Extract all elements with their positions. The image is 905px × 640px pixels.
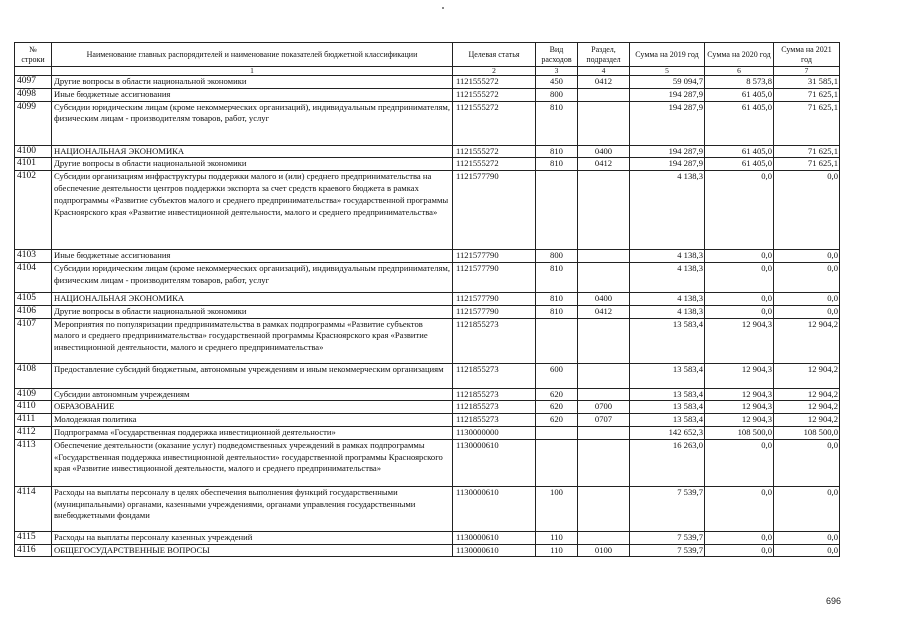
header-sum-2021: Сумма на 2021 год bbox=[774, 43, 840, 67]
row-sum-2019: 13 583,4 bbox=[630, 318, 705, 363]
row-expense-type bbox=[536, 426, 578, 439]
row-number: 4107 bbox=[15, 318, 52, 363]
row-sum-2020: 0,0 bbox=[705, 250, 774, 263]
row-section bbox=[578, 363, 630, 388]
scan-dot bbox=[442, 7, 444, 9]
row-sum-2021: 0,0 bbox=[774, 544, 840, 557]
row-sum-2019: 4 138,3 bbox=[630, 171, 705, 250]
row-section: 0100 bbox=[578, 544, 630, 557]
column-number: 4 bbox=[578, 67, 630, 76]
row-sum-2021: 12 904,2 bbox=[774, 401, 840, 414]
row-expense-type: 810 bbox=[536, 305, 578, 318]
column-number: 6 bbox=[705, 67, 774, 76]
row-sum-2020: 61 405,0 bbox=[705, 158, 774, 171]
table-row bbox=[15, 158, 840, 171]
row-sum-2020: 0,0 bbox=[705, 486, 774, 531]
column-number-row bbox=[15, 67, 840, 76]
row-sum-2021: 71 625,1 bbox=[774, 158, 840, 171]
row-sum-2020: 108 500,0 bbox=[705, 426, 774, 439]
row-name: ОБРАЗОВАНИЕ bbox=[52, 401, 453, 414]
row-expense-type: 600 bbox=[536, 363, 578, 388]
row-name: Иные бюджетные ассигнования bbox=[52, 88, 453, 101]
row-sum-2020: 61 405,0 bbox=[705, 88, 774, 101]
row-section bbox=[578, 101, 630, 145]
row-target-article: 1130000610 bbox=[453, 439, 536, 486]
row-number: 4114 bbox=[15, 486, 52, 531]
row-sum-2019: 7 539,7 bbox=[630, 544, 705, 557]
table-row bbox=[15, 305, 840, 318]
row-sum-2021: 0,0 bbox=[774, 250, 840, 263]
row-sum-2021: 12 904,2 bbox=[774, 363, 840, 388]
column-number bbox=[15, 67, 52, 76]
table-row bbox=[15, 363, 840, 388]
row-section: 0707 bbox=[578, 414, 630, 427]
row-target-article: 1121577790 bbox=[453, 305, 536, 318]
row-sum-2020: 0,0 bbox=[705, 171, 774, 250]
row-number: 4104 bbox=[15, 262, 52, 292]
row-name: Другие вопросы в области национальной экономики bbox=[52, 305, 453, 318]
row-target-article: 1121855273 bbox=[453, 363, 536, 388]
row-target-article: 1130000610 bbox=[453, 531, 536, 544]
row-number: 4098 bbox=[15, 88, 52, 101]
row-number: 4108 bbox=[15, 363, 52, 388]
column-number: 7 bbox=[774, 67, 840, 76]
row-name: Подпрограмма «Государственная поддержка инвестиционной деятельности» bbox=[52, 426, 453, 439]
row-expense-type: 810 bbox=[536, 158, 578, 171]
row-section: 0412 bbox=[578, 305, 630, 318]
row-sum-2021: 12 904,2 bbox=[774, 414, 840, 427]
row-sum-2019: 13 583,4 bbox=[630, 401, 705, 414]
row-sum-2021: 0,0 bbox=[774, 171, 840, 250]
row-sum-2021: 12 904,2 bbox=[774, 388, 840, 401]
row-name: Другие вопросы в области национальной экономики bbox=[52, 158, 453, 171]
row-sum-2019: 142 652,3 bbox=[630, 426, 705, 439]
row-target-article: 1130000610 bbox=[453, 486, 536, 531]
row-sum-2019: 13 583,4 bbox=[630, 388, 705, 401]
row-sum-2019: 194 287,9 bbox=[630, 101, 705, 145]
table-row bbox=[15, 250, 840, 263]
row-target-article: 1130000610 bbox=[453, 544, 536, 557]
table-row bbox=[15, 401, 840, 414]
row-sum-2021: 71 625,1 bbox=[774, 88, 840, 101]
row-target-article: 1130000000 bbox=[453, 426, 536, 439]
row-expense-type bbox=[536, 171, 578, 250]
row-target-article: 1121555272 bbox=[453, 101, 536, 145]
row-target-article: 1121855273 bbox=[453, 388, 536, 401]
header-sum-2019: Сумма на 2019 год bbox=[630, 43, 705, 67]
row-sum-2021: 0,0 bbox=[774, 292, 840, 305]
row-name: Расходы на выплаты персоналу казенных учреждений bbox=[52, 531, 453, 544]
row-sum-2019: 4 138,3 bbox=[630, 262, 705, 292]
row-sum-2019: 194 287,9 bbox=[630, 158, 705, 171]
row-sum-2019: 7 539,7 bbox=[630, 486, 705, 531]
row-sum-2019: 194 287,9 bbox=[630, 145, 705, 158]
row-sum-2020: 0,0 bbox=[705, 292, 774, 305]
row-sum-2020: 61 405,0 bbox=[705, 101, 774, 145]
row-name: Обеспечение деятельности (оказание услуг) подведомственных учреждений в рамках подпрограммы «Государственная поддержка инвестиционной деятельности» государственной программы Красноярского края «Развитие инвестиционной деятельности, малого и среднего предпринимательства» bbox=[52, 439, 453, 486]
table-header bbox=[15, 43, 840, 76]
row-target-article: 1121555272 bbox=[453, 145, 536, 158]
row-number: 4111 bbox=[15, 414, 52, 427]
table-row bbox=[15, 101, 840, 145]
table-row bbox=[15, 292, 840, 305]
row-sum-2020: 0,0 bbox=[705, 544, 774, 557]
row-sum-2021: 12 904,2 bbox=[774, 318, 840, 363]
row-number: 4101 bbox=[15, 158, 52, 171]
row-number: 4102 bbox=[15, 171, 52, 250]
column-number: 5 bbox=[630, 67, 705, 76]
table-row bbox=[15, 318, 840, 363]
row-expense-type: 620 bbox=[536, 414, 578, 427]
row-expense-type: 100 bbox=[536, 486, 578, 531]
row-number: 4109 bbox=[15, 388, 52, 401]
row-sum-2019: 16 263,0 bbox=[630, 439, 705, 486]
table-row bbox=[15, 76, 840, 89]
row-section bbox=[578, 486, 630, 531]
header-expense-type: Вид расходов bbox=[536, 43, 578, 67]
row-section bbox=[578, 426, 630, 439]
row-sum-2020: 12 904,3 bbox=[705, 401, 774, 414]
row-name: Расходы на выплаты персоналу в целях обеспечения выполнения функций государственными (муниципальными) органами, казенными учреждениями, органами управления государственными внебюджетными фондами bbox=[52, 486, 453, 531]
row-section: 0400 bbox=[578, 145, 630, 158]
table-body bbox=[15, 76, 840, 557]
row-target-article: 1121555272 bbox=[453, 88, 536, 101]
row-number: 4103 bbox=[15, 250, 52, 263]
row-expense-type: 810 bbox=[536, 292, 578, 305]
row-target-article: 1121577790 bbox=[453, 292, 536, 305]
row-expense-type: 620 bbox=[536, 401, 578, 414]
row-target-article: 1121855273 bbox=[453, 318, 536, 363]
row-expense-type: 450 bbox=[536, 76, 578, 89]
row-name: Субсидии юридическим лицам (кроме некоммерческих организаций), индивидуальным предпринимателям, физическим лицам - производителям товаров, работ, услуг bbox=[52, 101, 453, 145]
row-name: Субсидии организациям инфраструктуры поддержки малого и (или) среднего предпринимательства на обеспечение деятельности центров поддержки экспорта за счет средств краевого бюджета в рамках подпрограммы «Развитие субъектов малого и среднего предпринимательства» государственной программы Красноярского края «Развитие инвестиционной деятельности, малого и среднего предпринимательства» bbox=[52, 171, 453, 250]
table-row bbox=[15, 544, 840, 557]
row-name: Субсидии автономным учреждениям bbox=[52, 388, 453, 401]
row-sum-2021: 71 625,1 bbox=[774, 145, 840, 158]
row-section: 0700 bbox=[578, 401, 630, 414]
row-name: Другие вопросы в области национальной экономики bbox=[52, 76, 453, 89]
row-name: НАЦИОНАЛЬНАЯ ЭКОНОМИКА bbox=[52, 292, 453, 305]
table-row bbox=[15, 531, 840, 544]
row-sum-2021: 108 500,0 bbox=[774, 426, 840, 439]
row-sum-2021: 31 585,1 bbox=[774, 76, 840, 89]
row-section bbox=[578, 318, 630, 363]
row-expense-type: 800 bbox=[536, 88, 578, 101]
row-expense-type: 620 bbox=[536, 388, 578, 401]
row-number: 4097 bbox=[15, 76, 52, 89]
header-name: Наименование главных распорядителей и наименование показателей бюджетной классификации bbox=[52, 43, 453, 67]
row-sum-2020: 12 904,3 bbox=[705, 363, 774, 388]
row-section bbox=[578, 262, 630, 292]
row-sum-2019: 13 583,4 bbox=[630, 363, 705, 388]
row-target-article: 1121555272 bbox=[453, 158, 536, 171]
row-expense-type: 810 bbox=[536, 145, 578, 158]
row-sum-2020: 0,0 bbox=[705, 305, 774, 318]
row-target-article: 1121855273 bbox=[453, 414, 536, 427]
row-number: 4116 bbox=[15, 544, 52, 557]
row-expense-type bbox=[536, 318, 578, 363]
table-row bbox=[15, 171, 840, 250]
row-name: Субсидии юридическим лицам (кроме некоммерческих организаций), индивидуальным предпринимателям, физическим лицам - производителям товаров, работ, услуг bbox=[52, 262, 453, 292]
row-number: 4113 bbox=[15, 439, 52, 486]
row-number: 4110 bbox=[15, 401, 52, 414]
row-number: 4112 bbox=[15, 426, 52, 439]
row-name: ОБЩЕГОСУДАРСТВЕННЫЕ ВОПРОСЫ bbox=[52, 544, 453, 557]
row-sum-2020: 8 573,8 bbox=[705, 76, 774, 89]
row-expense-type: 110 bbox=[536, 544, 578, 557]
row-sum-2021: 71 625,1 bbox=[774, 101, 840, 145]
row-target-article: 1121855273 bbox=[453, 401, 536, 414]
row-sum-2019: 194 287,9 bbox=[630, 88, 705, 101]
budget-table bbox=[14, 42, 840, 557]
row-number: 4100 bbox=[15, 145, 52, 158]
row-section bbox=[578, 388, 630, 401]
table-row bbox=[15, 439, 840, 486]
row-sum-2020: 61 405,0 bbox=[705, 145, 774, 158]
header-target: Целевая статья bbox=[453, 43, 536, 67]
row-sum-2021: 0,0 bbox=[774, 439, 840, 486]
table-row bbox=[15, 88, 840, 101]
row-target-article: 1121577790 bbox=[453, 171, 536, 250]
row-sum-2020: 0,0 bbox=[705, 262, 774, 292]
row-expense-type: 110 bbox=[536, 531, 578, 544]
row-sum-2019: 4 138,3 bbox=[630, 250, 705, 263]
row-sum-2020: 12 904,3 bbox=[705, 318, 774, 363]
row-number: 4099 bbox=[15, 101, 52, 145]
header-section: Раздел, подраздел bbox=[578, 43, 630, 67]
row-name: Иные бюджетные ассигнования bbox=[52, 250, 453, 263]
row-sum-2019: 59 094,7 bbox=[630, 76, 705, 89]
column-number: 1 bbox=[52, 67, 453, 76]
row-target-article: 1121577790 bbox=[453, 262, 536, 292]
table-row bbox=[15, 262, 840, 292]
header-sum-2020: Сумма на 2020 год bbox=[705, 43, 774, 67]
row-section bbox=[578, 88, 630, 101]
row-section bbox=[578, 439, 630, 486]
row-sum-2021: 0,0 bbox=[774, 531, 840, 544]
row-expense-type: 810 bbox=[536, 262, 578, 292]
table-row bbox=[15, 388, 840, 401]
table-row bbox=[15, 414, 840, 427]
row-sum-2019: 7 539,7 bbox=[630, 531, 705, 544]
row-section bbox=[578, 531, 630, 544]
row-expense-type bbox=[536, 439, 578, 486]
row-name: Предоставление субсидий бюджетным, автономным учреждениям и иным некоммерческим организациям bbox=[52, 363, 453, 388]
row-sum-2021: 0,0 bbox=[774, 262, 840, 292]
column-number: 2 bbox=[453, 67, 536, 76]
row-target-article: 1121577790 bbox=[453, 250, 536, 263]
row-section bbox=[578, 250, 630, 263]
row-name: Мероприятия по популяризации предпринимательства в рамках подпрограммы «Развитие субъектов малого и среднего предпринимательства» государственной программы Красноярского края «Развитие инвестиционной деятельности, малого и среднего предпринимательства» bbox=[52, 318, 453, 363]
row-number: 4106 bbox=[15, 305, 52, 318]
row-sum-2020: 0,0 bbox=[705, 439, 774, 486]
row-expense-type: 810 bbox=[536, 101, 578, 145]
row-sum-2020: 12 904,3 bbox=[705, 388, 774, 401]
header-row-no: № строки bbox=[15, 43, 52, 67]
table-row bbox=[15, 145, 840, 158]
row-sum-2021: 0,0 bbox=[774, 305, 840, 318]
row-section: 0412 bbox=[578, 158, 630, 171]
table-row bbox=[15, 486, 840, 531]
column-number: 3 bbox=[536, 67, 578, 76]
row-target-article: 1121555272 bbox=[453, 76, 536, 89]
row-number: 4115 bbox=[15, 531, 52, 544]
row-section: 0400 bbox=[578, 292, 630, 305]
row-section bbox=[578, 171, 630, 250]
row-sum-2019: 4 138,3 bbox=[630, 292, 705, 305]
row-sum-2020: 12 904,3 bbox=[705, 414, 774, 427]
row-sum-2020: 0,0 bbox=[705, 531, 774, 544]
row-name: Молодежная политика bbox=[52, 414, 453, 427]
row-sum-2021: 0,0 bbox=[774, 486, 840, 531]
table-row bbox=[15, 426, 840, 439]
row-number: 4105 bbox=[15, 292, 52, 305]
row-sum-2019: 4 138,3 bbox=[630, 305, 705, 318]
row-sum-2019: 13 583,4 bbox=[630, 414, 705, 427]
page-number: 696 bbox=[826, 596, 842, 606]
row-expense-type: 800 bbox=[536, 250, 578, 263]
row-section: 0412 bbox=[578, 76, 630, 89]
row-name: НАЦИОНАЛЬНАЯ ЭКОНОМИКА bbox=[52, 145, 453, 158]
